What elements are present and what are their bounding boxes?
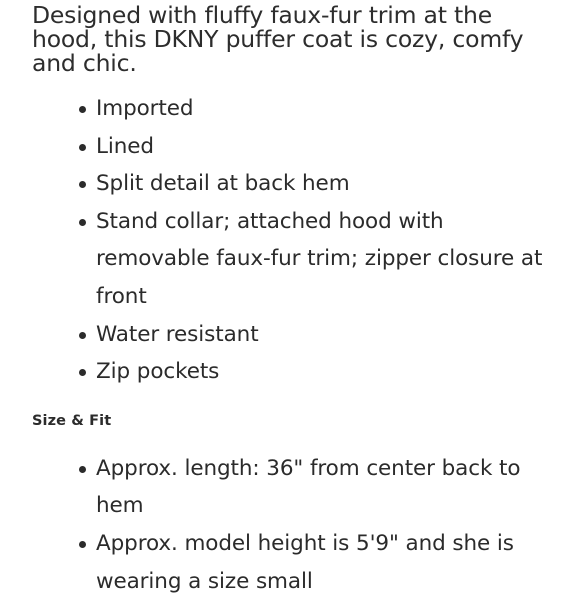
list-item-text: Split detail at back hem: [96, 171, 350, 197]
bullet-icon: [79, 219, 86, 226]
size-fit-heading: Size & Fit: [32, 412, 112, 429]
bullet-icon: [79, 144, 86, 151]
list-item: [96, 128, 562, 166]
product-details: [32, 3, 562, 600]
list-item: [96, 203, 562, 316]
list-item: [96, 353, 562, 391]
size-fit-list: [32, 450, 562, 600]
bullet-icon: [79, 332, 86, 339]
bullet-icon: [79, 181, 86, 188]
list-item: [96, 450, 562, 525]
list-item: [96, 165, 562, 203]
bullet-icon: [79, 466, 86, 473]
list-item-text: Stand collar; attached hood with removable faux-fur trim; zipper closure at front: [96, 208, 543, 309]
list-item-text: Imported: [96, 96, 194, 121]
list-item-text: Water resistant: [96, 321, 259, 347]
product-description: Designed with fluffy faux-fur trim at the hood, this DKNY puffer coat is cozy, comfy and chic.: [32, 1, 524, 77]
list-item-text: Zip pockets: [96, 359, 220, 385]
bullet-icon: [79, 106, 86, 113]
list-item-text: Lined: [96, 133, 154, 159]
list-item-text: Approx. length: 36" from center back to hem: [96, 455, 521, 519]
bullet-icon: [79, 541, 86, 548]
list-item: [96, 316, 562, 354]
feature-list: [32, 90, 562, 391]
bullet-icon: [79, 369, 86, 376]
list-item: [96, 90, 562, 128]
list-item-text: Approx. model height is 5'9" and she is wearing a size small: [96, 530, 514, 594]
list-item: [96, 525, 562, 600]
